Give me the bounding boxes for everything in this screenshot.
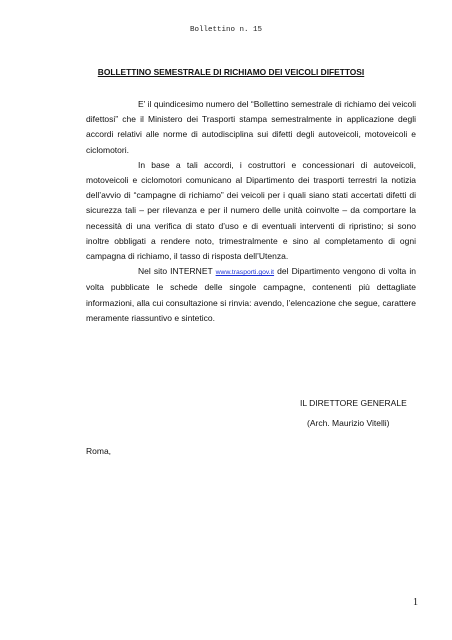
website-link[interactable]: www.trasporti.gov.it bbox=[215, 269, 275, 277]
signature-name: (Arch. Maurizio Vitelli) bbox=[307, 418, 390, 428]
paragraph-website-tail: del Dipartimento vengono di volta in volta pubblicate le schede delle singole campagne, contenenti più dettagliate informazioni, alla cui consultazione si rinvia: avendo, l’elencazione che segue, carattere meramente riassuntivo e sintetico. bbox=[86, 266, 416, 323]
paragraph-website-lead: Nel sito INTERNET bbox=[138, 266, 216, 277]
running-header: Bollettino n. 15 bbox=[189, 26, 262, 34]
page-number: 1 bbox=[413, 597, 418, 608]
document-body bbox=[86, 97, 416, 326]
paragraph-website bbox=[86, 264, 416, 326]
signature-role: IL DIRETTORE GENERALE bbox=[300, 398, 407, 408]
paragraph-intro: E’ il quindicesimo numero del “Bollettino semestrale di richiamo dei veicoli difettosi” che il Ministero dei Trasporti stampa semestralmente in applicazione degli accordi relativi alle norme di autodisciplina sui difetti degli autoveicoli, motoveicoli e ciclomotori. bbox=[86, 99, 416, 155]
document-title: BOLLETTINO SEMESTRALE DI RICHIAMO DEI VEICOLI DIFETTOSI bbox=[97, 67, 365, 77]
place-line: Roma, bbox=[86, 446, 112, 456]
paragraph-agreements: In base a tali accordi, i costruttori e concessionari di autoveicoli, motoveicoli e ciclomotori comunicano al Dipartimento dei trasporti terrestri la notizia dell’avvio di “campagne di richiamo” dei veicoli per i quali siano stati accertati difetti di sicurezza tali – per rilevanza e per il numero delle unità coinvolte – da comportare la necessità di una verifica di stato d’uso e di eventuali interventi di ripristino; si sono inoltre obbligati a rendere noto, trimestralmente e sino al completamento di ogni campagna di richiamo, il tasso di risposta dell’Utenza. bbox=[86, 159, 416, 262]
